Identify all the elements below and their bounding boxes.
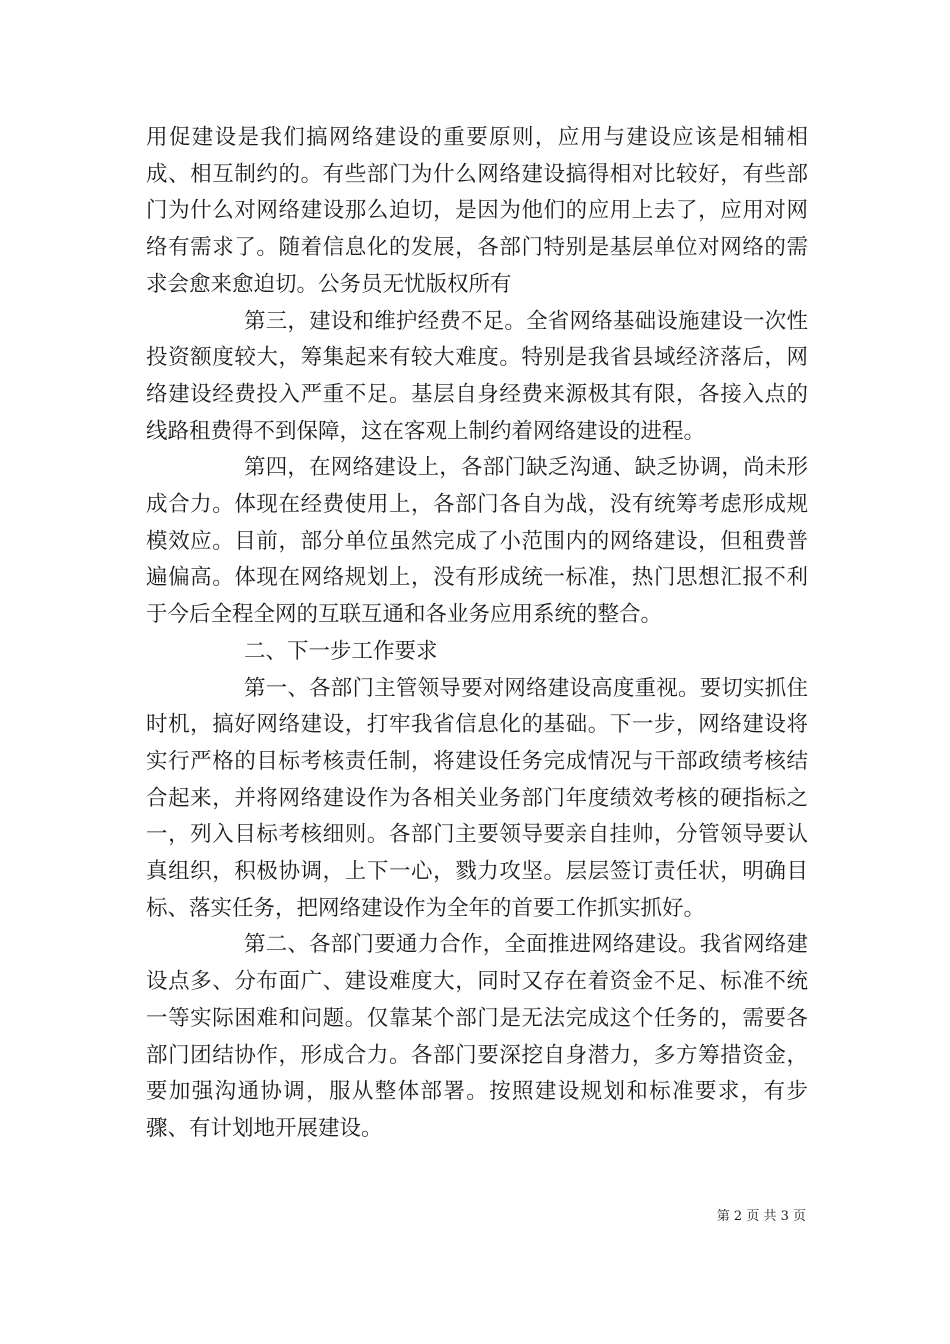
- paragraph-third-issue: 第三，建设和维护经费不足。全省网络基础设施建设一次性投资额度较大，筹集起来有较大难度。特别是我省县域经济落后，网络建设经费投入严重不足。基层自身经费来源极其有限，各接入点的线路租费得不到保障，这在客观上制约着网络建设的进程。: [146, 308, 808, 444]
- document-body: [146, 120, 808, 1148]
- page-number: 第 2 页 共 3 页: [716, 1209, 806, 1224]
- paragraph-requirement-one: 第一、各部门主管领导要对网络建设高度重视。要切实抓住时机，搞好网络建设，打牢我省信息化的基础。下一步，网络建设将实行严格的目标考核责任制，将建设任务完成情况与干部政绩考核结合起来，并将网络建设作为各相关业务部门年度绩效考核的硬指标之一，列入目标考核细则。各部门主要领导要亲自挂帅，分管领导要认真组织，积极协调，上下一心，戮力攻坚。层层签订责任状，明确目标、落实任务，把网络建设作为全年的首要工作抓实抓好。: [146, 675, 808, 921]
- section-heading: 二、下一步工作要求: [244, 638, 438, 664]
- paragraph-fourth-issue: 第四，在网络建设上，各部门缺乏沟通、缺乏协调，尚未形成合力。体现在经费使用上，各部门各自为战，没有统筹考虑形成规模效应。目前，部分单位虽然完成了小范围内的网络建设，但租费普遍偏高。体现在网络规划上，没有形成统一标准，热门思想汇报不利于今后全程全网的互联互通和各业务应用系统的整合。: [146, 455, 808, 628]
- paragraph-requirement-two: 第二、各部门要通力合作，全面推进网络建设。我省网络建设点多、分布面广、建设难度大，同时又存在着资金不足、标准不统一等实际困难和问题。仅靠某个部门是无法完成这个任务的，需要各部门团结协作，形成合力。各部门要深挖自身潜力，多方筹措资金，要加强沟通协调，服从整体部署。按照建设规划和标准要求，有步骤、有计划地开展建设。: [146, 932, 808, 1141]
- paragraph-continued: 用促建设是我们搞网络建设的重要原则，应用与建设应该是相辅相成、相互制约的。有些部门为什么网络建设搞得相对比较好，有些部门为什么对网络建设那么迫切，是因为他们的应用上去了，应用对网络有需求了。随着信息化的发展，各部门特别是基层单位对网络的需求会愈来愈迫切。公务员无忧版权所有: [146, 125, 808, 297]
